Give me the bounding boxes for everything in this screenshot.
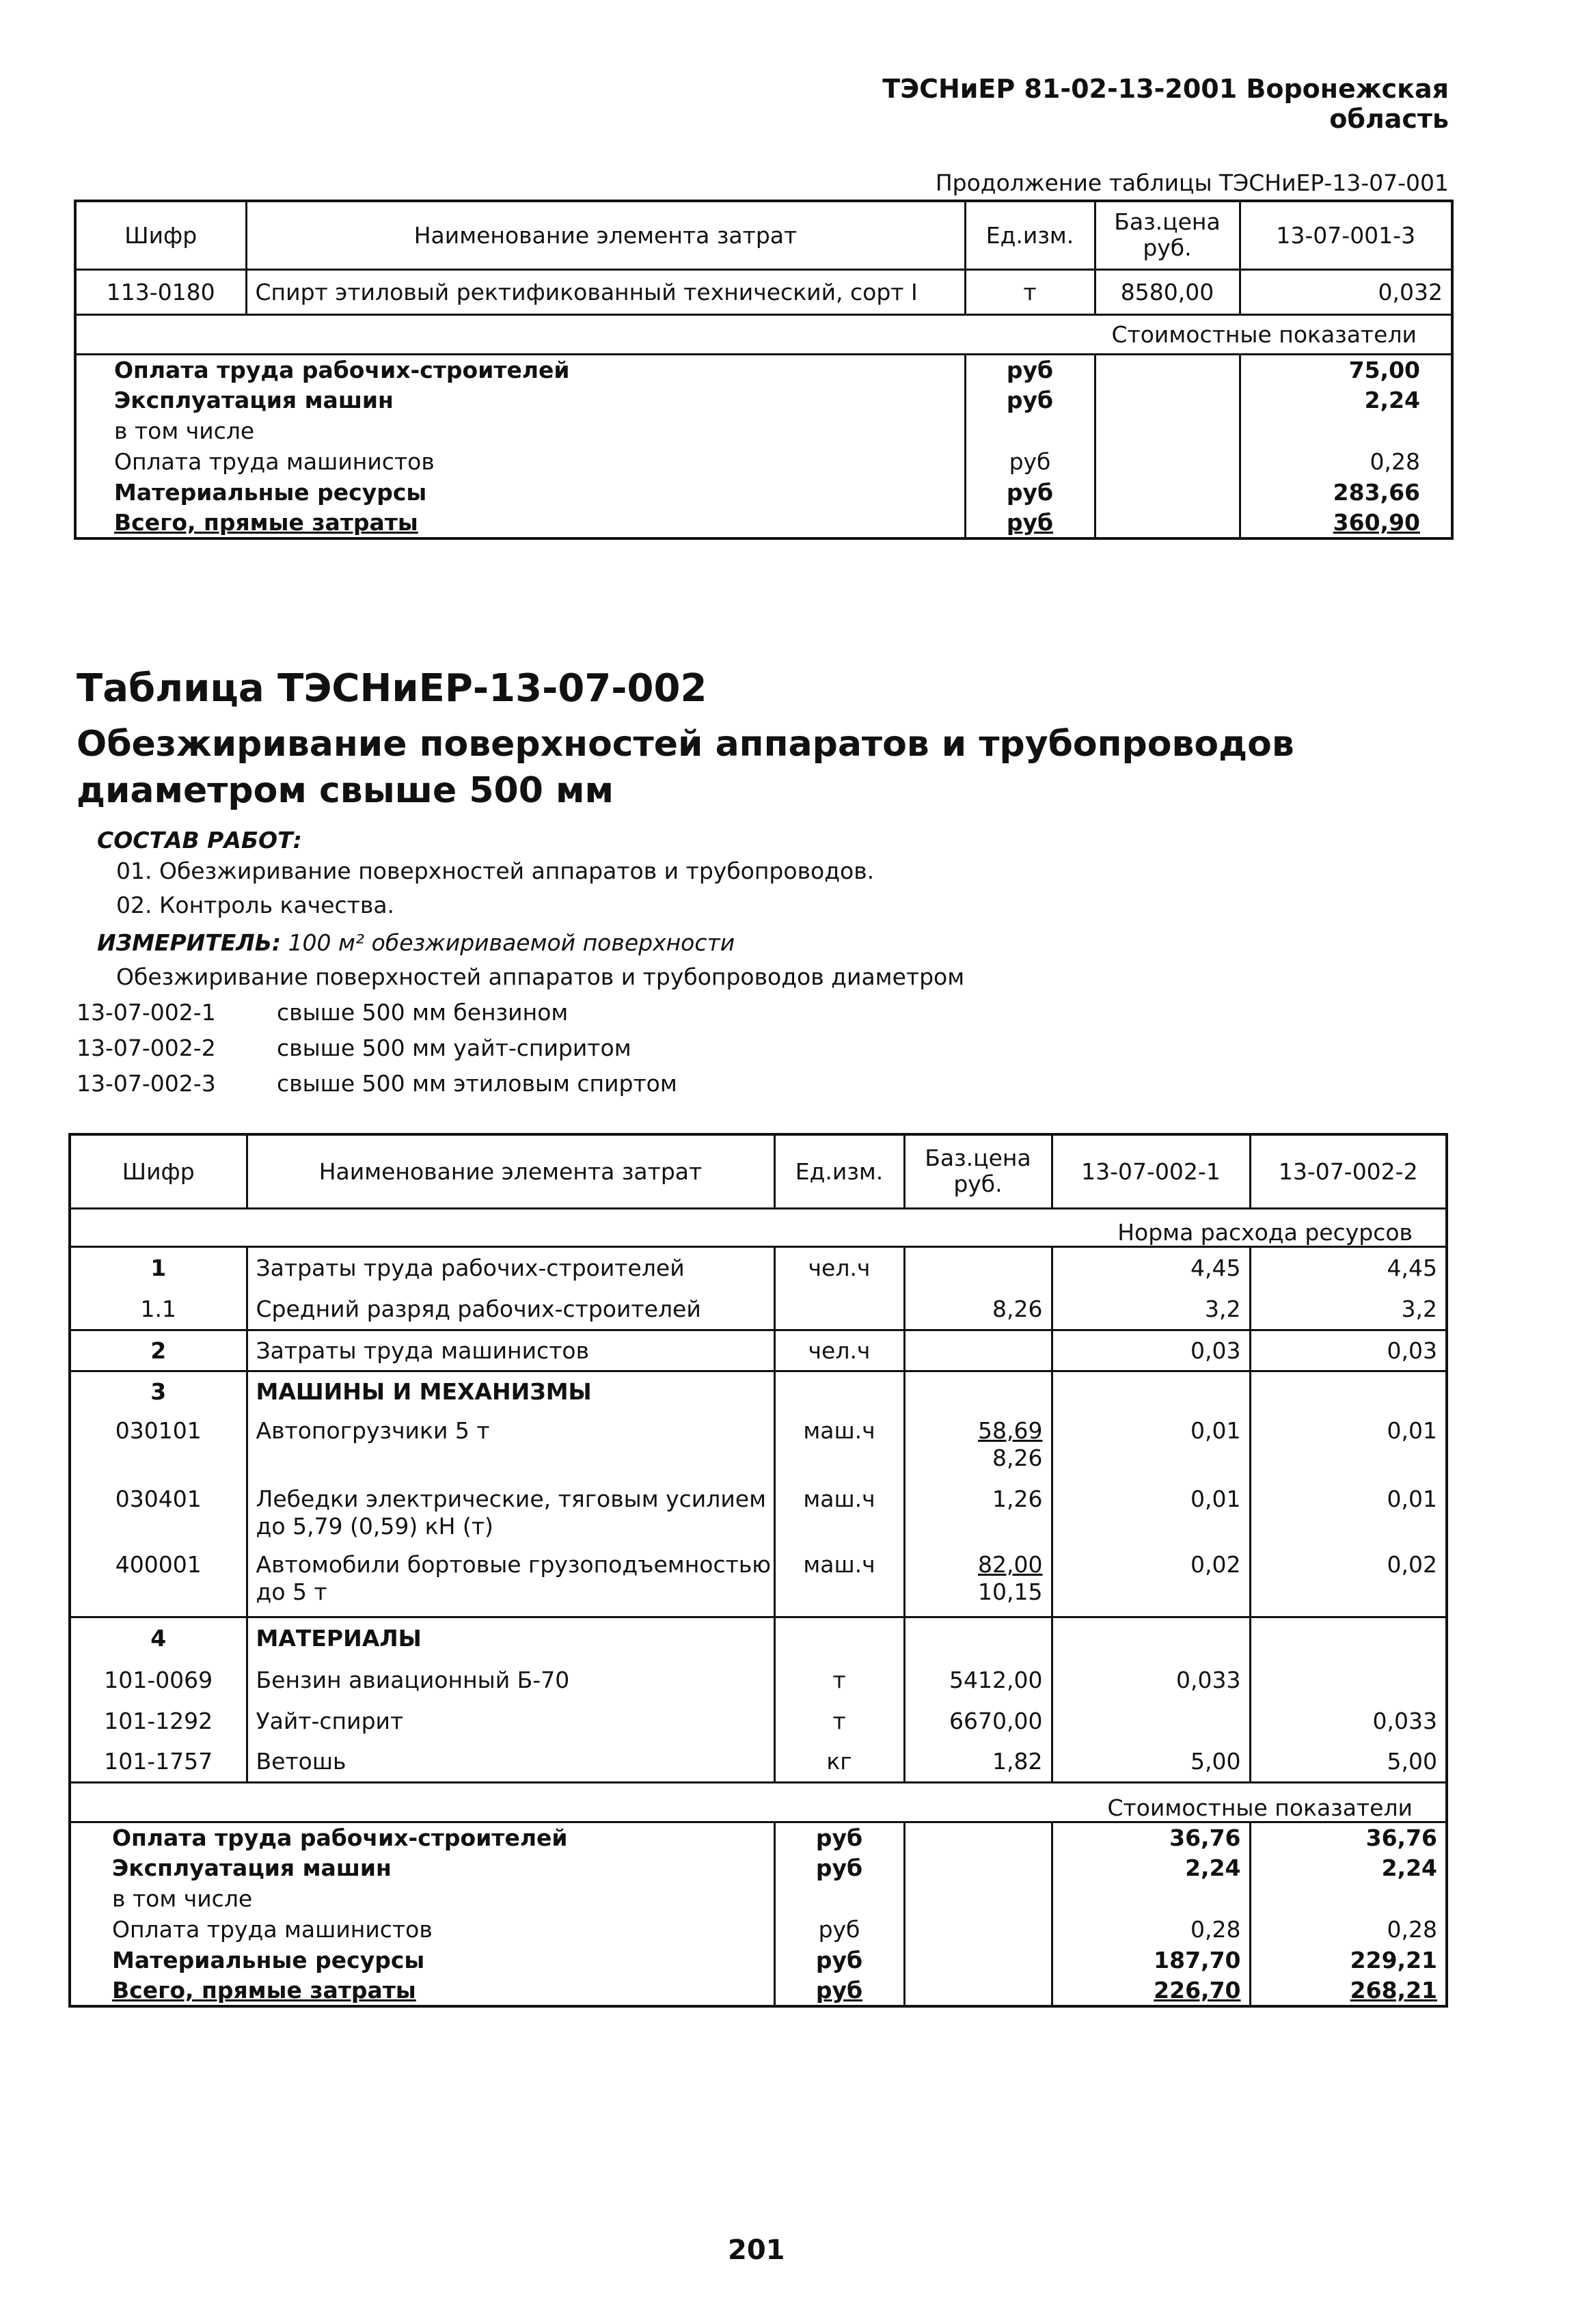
table-title: Таблица ТЭСНиЕР-13-07-002 bbox=[77, 666, 707, 711]
row-name: Затраты труда машинистов bbox=[247, 1330, 774, 1371]
section-cost-label: Стоимостные показатели bbox=[1107, 1794, 1413, 1821]
row-unit: т bbox=[965, 269, 1095, 314]
row-code: 101-1292 bbox=[70, 1700, 247, 1741]
col-header-price: Баз.цена руб. bbox=[904, 1134, 1052, 1208]
row-code: 4 bbox=[70, 1617, 247, 1659]
row-code: 2 bbox=[70, 1330, 247, 1371]
cost-name: Оплата труда рабочих-строителей bbox=[75, 354, 965, 385]
izmeritel-label: ИЗМЕРИТЕЛЬ: bbox=[97, 929, 282, 956]
cost-name: в том числе bbox=[75, 415, 965, 446]
description: Обезжиривание поверхностей аппаратов и трубопроводов диаметром bbox=[116, 963, 965, 990]
table-row bbox=[70, 1700, 1447, 1741]
section-row bbox=[70, 1208, 1447, 1246]
cost-name: в том числе bbox=[70, 1883, 774, 1914]
row-unit: маш.ч bbox=[774, 1480, 904, 1548]
row-price: 8,26 bbox=[904, 1289, 1052, 1330]
cost-unit: руб bbox=[774, 1822, 904, 1853]
code: 13-07-002-2 bbox=[77, 1035, 216, 1061]
row-code: 030401 bbox=[70, 1480, 247, 1548]
price-bottom: 10,15 bbox=[978, 1578, 1043, 1605]
cost-price-empty bbox=[904, 1822, 1052, 1853]
cost-v2: 36,76 bbox=[1365, 1824, 1437, 1851]
cost-price-empty bbox=[1095, 508, 1240, 538]
cost-name: Оплата труда машинистов bbox=[70, 1914, 774, 1945]
row-unit: чел.ч bbox=[774, 1330, 904, 1371]
section-row bbox=[75, 314, 1452, 354]
cost-row bbox=[75, 385, 1452, 415]
running-header: ТЭСНиЕР 81-02-13-2001 Воронежская область bbox=[882, 74, 1449, 134]
cost-v1: 0,28 bbox=[1370, 448, 1420, 475]
row-name: Ветошь bbox=[247, 1741, 774, 1782]
cost-v2: 2,24 bbox=[1381, 1855, 1437, 1881]
row-code: 113-0180 bbox=[75, 269, 246, 314]
row-price: 1,26 bbox=[904, 1480, 1052, 1548]
cost-row bbox=[70, 1914, 1447, 1945]
table-row bbox=[70, 1741, 1447, 1782]
section-row bbox=[70, 1782, 1447, 1822]
row-v2: 0,01 bbox=[1387, 1417, 1437, 1444]
izmeritel-value: 100 м² обезжириваемой поверхности bbox=[288, 929, 735, 956]
row-unit: чел.ч bbox=[774, 1246, 904, 1289]
cost-name: Оплата труда рабочих-строителей bbox=[70, 1822, 774, 1853]
cost-unit: руб bbox=[965, 508, 1095, 538]
empty-cell bbox=[774, 1617, 904, 1659]
cost-unit: руб bbox=[965, 446, 1095, 477]
row-unit: маш.ч bbox=[774, 1548, 904, 1617]
cost-price-empty bbox=[904, 1883, 1052, 1914]
col-header-code: Шифр bbox=[70, 1134, 247, 1208]
row-v2: 5,00 bbox=[1387, 1747, 1437, 1775]
table-row bbox=[70, 1330, 1447, 1371]
table-row bbox=[75, 269, 1452, 314]
cost-price-empty bbox=[904, 1976, 1052, 2006]
table-row bbox=[70, 1659, 1447, 1700]
row-unit: маш.ч bbox=[774, 1412, 904, 1480]
sostav-label: СОСТАВ РАБОТ: bbox=[97, 827, 302, 853]
cost-unit: руб bbox=[774, 1976, 904, 2006]
cost-price-empty bbox=[1095, 477, 1240, 508]
table-row bbox=[70, 1480, 1447, 1548]
cost-unit: руб bbox=[774, 1945, 904, 1976]
col-header-unit: Ед.изм. bbox=[774, 1134, 904, 1208]
row-name-line: Автомобили бортовые грузоподъемностью bbox=[256, 1551, 772, 1578]
row-name-line: до 5,79 (0,59) кН (т) bbox=[256, 1513, 493, 1540]
row-name bbox=[247, 1548, 774, 1617]
cost-v1: 75,00 bbox=[1348, 356, 1420, 383]
cost-row bbox=[70, 1822, 1447, 1853]
row-code: 1 bbox=[70, 1246, 247, 1289]
empty-cell bbox=[1250, 1371, 1447, 1412]
cost-v1 bbox=[1052, 1883, 1250, 1914]
cost-row bbox=[75, 446, 1452, 477]
row-name: Бензин авиационный Б-70 bbox=[247, 1659, 774, 1700]
work-item: 01. Обезжиривание поверхностей аппаратов и трубопроводов. bbox=[116, 858, 875, 884]
empty-cell bbox=[1052, 1371, 1250, 1412]
cost-name: Материальные ресурсы bbox=[70, 1945, 774, 1976]
row-v2 bbox=[1250, 1659, 1447, 1700]
row-v1: 0,01 bbox=[1052, 1412, 1250, 1480]
cost-price-empty bbox=[1095, 446, 1240, 477]
row-unit: т bbox=[774, 1659, 904, 1700]
cost-row bbox=[75, 508, 1452, 538]
cost-v1: 0,28 bbox=[1052, 1914, 1250, 1945]
cost-price-empty bbox=[904, 1945, 1052, 1976]
empty-cell bbox=[774, 1371, 904, 1412]
col-header-v2: 13-07-002-2 bbox=[1278, 1158, 1418, 1185]
row-v2: 0,02 bbox=[1387, 1551, 1437, 1578]
row-v1: 0,03 bbox=[1052, 1330, 1250, 1371]
cost-row bbox=[70, 1853, 1447, 1883]
cost-name: Всего, прямые затраты bbox=[75, 508, 965, 538]
row-code: 400001 bbox=[70, 1548, 247, 1617]
table-header-row bbox=[70, 1134, 1447, 1208]
cost-v2: 268,21 bbox=[1350, 1977, 1437, 2004]
cost-unit bbox=[965, 415, 1095, 446]
row-unit: кг bbox=[774, 1741, 904, 1782]
row-v1: 4,45 bbox=[1052, 1246, 1250, 1289]
cost-name: Всего, прямые затраты bbox=[70, 1976, 774, 2006]
row-name bbox=[247, 1480, 774, 1548]
col-header-name: Наименование элемента затрат bbox=[247, 1134, 774, 1208]
page-number: 201 bbox=[728, 2234, 785, 2266]
col-header-v1: 13-07-002-1 bbox=[1052, 1134, 1250, 1208]
row-v2: 4,45 bbox=[1387, 1255, 1437, 1282]
row-v1: 3,2 bbox=[1052, 1289, 1250, 1330]
row-name: Уайт-спирит bbox=[247, 1700, 774, 1741]
group-row bbox=[70, 1617, 1447, 1659]
row-price bbox=[904, 1246, 1052, 1289]
row-price: 8580,00 bbox=[1095, 269, 1240, 314]
row-name: Автопогрузчики 5 т bbox=[247, 1412, 774, 1480]
section-norm-label: Норма расхода ресурсов bbox=[1117, 1218, 1413, 1246]
row-v1: 0,033 bbox=[1052, 1659, 1250, 1700]
table-row bbox=[70, 1412, 1447, 1480]
code-desc: свыше 500 мм уайт-спиритом bbox=[277, 1035, 631, 1061]
cost-price-empty bbox=[904, 1853, 1052, 1883]
price-bottom: 8,26 bbox=[992, 1445, 1043, 1471]
continuation-table bbox=[74, 200, 1454, 540]
row-v2: 0,03 bbox=[1387, 1337, 1437, 1364]
cost-v1: 283,66 bbox=[1333, 479, 1420, 506]
row-v1: 0,02 bbox=[1052, 1548, 1250, 1617]
table-row bbox=[70, 1548, 1447, 1617]
row-name: МАШИНЫ И МЕХАНИЗМЫ bbox=[247, 1371, 774, 1412]
cost-v1: 360,90 bbox=[1333, 509, 1420, 536]
row-v1: 5,00 bbox=[1052, 1741, 1250, 1782]
row-v2: 0,01 bbox=[1387, 1486, 1437, 1512]
row-v2: 3,2 bbox=[1401, 1295, 1437, 1322]
row-price bbox=[904, 1412, 1052, 1480]
cost-name: Оплата труда машинистов bbox=[75, 446, 965, 477]
row-code: 101-1757 bbox=[70, 1741, 247, 1782]
row-code: 030101 bbox=[70, 1412, 247, 1480]
cost-unit bbox=[774, 1883, 904, 1914]
cost-row bbox=[75, 354, 1452, 385]
row-v2: 0,033 bbox=[1372, 1707, 1437, 1734]
cost-v1: 2,24 bbox=[1052, 1853, 1250, 1883]
cost-v2: 229,21 bbox=[1350, 1947, 1437, 1973]
code-desc: свыше 500 мм бензином bbox=[277, 999, 569, 1026]
col-header-code: Шифр bbox=[75, 201, 246, 269]
cost-unit: руб bbox=[774, 1914, 904, 1945]
cost-price-empty bbox=[1095, 415, 1240, 446]
row-name: Затраты труда рабочих-строителей bbox=[247, 1246, 774, 1289]
izmeritel bbox=[97, 929, 735, 956]
section-cost-label: Стоимостные показатели bbox=[1111, 320, 1417, 348]
group-row bbox=[70, 1371, 1447, 1412]
price-top: 82,00 bbox=[978, 1551, 1043, 1578]
empty-cell bbox=[904, 1371, 1052, 1412]
continuation-caption: Продолжение таблицы ТЭСНиЕР-13-07-001 bbox=[935, 169, 1449, 196]
cost-name: Эксплуатация машин bbox=[75, 385, 965, 415]
cost-v1: 187,70 bbox=[1052, 1945, 1250, 1976]
row-price: 1,82 bbox=[904, 1741, 1052, 1782]
empty-cell bbox=[1052, 1617, 1250, 1659]
cost-unit: руб bbox=[965, 385, 1095, 415]
row-name: Спирт этиловый ректификованный технический, сорт I bbox=[246, 269, 965, 314]
row-code: 101-0069 bbox=[70, 1659, 247, 1700]
cost-unit: руб bbox=[965, 354, 1095, 385]
row-code: 1.1 bbox=[70, 1289, 247, 1330]
cost-price-empty bbox=[904, 1914, 1052, 1945]
row-v1 bbox=[1052, 1700, 1250, 1741]
row-unit bbox=[774, 1289, 904, 1330]
cost-row bbox=[75, 415, 1452, 446]
cost-v1: 2,24 bbox=[1364, 387, 1420, 413]
cost-unit: руб bbox=[774, 1853, 904, 1883]
table-row bbox=[70, 1246, 1447, 1289]
cost-row bbox=[70, 1976, 1447, 2006]
row-v1: 0,01 bbox=[1052, 1480, 1250, 1548]
empty-cell bbox=[1250, 1617, 1447, 1659]
col-header-v1: 13-07-001-3 bbox=[1276, 221, 1416, 249]
table-row bbox=[70, 1289, 1447, 1330]
code: 13-07-002-3 bbox=[77, 1070, 216, 1097]
col-header-price: Баз.цена руб. bbox=[1095, 201, 1240, 269]
cost-v1: 226,70 bbox=[1052, 1976, 1250, 2006]
row-name-line: до 5 т bbox=[256, 1578, 327, 1605]
resource-table bbox=[68, 1133, 1448, 2008]
cost-v2: 0,28 bbox=[1387, 1916, 1437, 1943]
col-header-name: Наименование элемента затрат bbox=[246, 201, 965, 269]
row-price: 6670,00 bbox=[904, 1700, 1052, 1741]
cost-row bbox=[70, 1883, 1447, 1914]
row-unit: т bbox=[774, 1700, 904, 1741]
row-price bbox=[904, 1330, 1052, 1371]
price-top: 58,69 bbox=[978, 1417, 1043, 1444]
empty-cell bbox=[904, 1617, 1052, 1659]
cost-v2 bbox=[1250, 1883, 1447, 1914]
cost-v1 bbox=[1240, 415, 1452, 446]
cost-row bbox=[70, 1945, 1447, 1976]
cost-name: Материальные ресурсы bbox=[75, 477, 965, 508]
cost-unit: руб bbox=[965, 477, 1095, 508]
code-desc: свыше 500 мм этиловым спиртом bbox=[277, 1070, 677, 1097]
work-item: 02. Контроль качества. bbox=[116, 892, 395, 918]
row-price bbox=[904, 1548, 1052, 1617]
row-v1: 0,032 bbox=[1378, 278, 1443, 305]
row-name: Средний разряд рабочих-строителей bbox=[247, 1289, 774, 1330]
row-name-line: Лебедки электрические, тяговым усилием bbox=[256, 1486, 766, 1512]
cost-v1: 36,76 bbox=[1052, 1822, 1250, 1853]
cost-row bbox=[75, 477, 1452, 508]
cost-price-empty bbox=[1095, 354, 1240, 385]
table-subtitle: Обезжиривание поверхностей аппаратов и трубопроводов диаметром свыше 500 мм bbox=[77, 724, 1294, 811]
row-code: 3 bbox=[70, 1371, 247, 1412]
table-header-row bbox=[75, 201, 1452, 269]
col-header-unit: Ед.изм. bbox=[965, 201, 1095, 269]
row-name: МАТЕРИАЛЫ bbox=[247, 1617, 774, 1659]
row-price: 5412,00 bbox=[904, 1659, 1052, 1700]
cost-price-empty bbox=[1095, 385, 1240, 415]
cost-name: Эксплуатация машин bbox=[70, 1853, 774, 1883]
code: 13-07-002-1 bbox=[77, 999, 216, 1026]
